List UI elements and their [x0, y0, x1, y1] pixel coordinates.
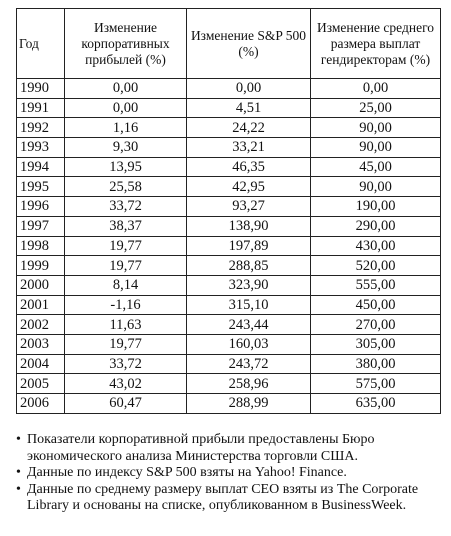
cell-sp500: 93,27: [187, 197, 311, 217]
cell-sp500: 46,35: [187, 157, 311, 177]
cell-year: 2003: [17, 334, 65, 354]
table-row: [17, 98, 441, 118]
cell-ceo-pay: 290,00: [311, 216, 441, 236]
table-row: [17, 354, 441, 374]
cell-ceo-pay: 25,00: [311, 98, 441, 118]
cell-ceo-pay: 45,00: [311, 157, 441, 177]
cell-sp500: 24,22: [187, 118, 311, 138]
header-corporate-profits: Изменение корпоративных прибылей (%): [65, 9, 187, 79]
header-ceo-pay: Изменение среднего размера выплат гендиректорам (%): [311, 9, 441, 79]
cell-ceo-pay: 0,00: [311, 79, 441, 99]
cell-corporate-profits: 25,58: [65, 177, 187, 197]
table-header-row: [17, 9, 441, 79]
cell-corporate-profits: 60,47: [65, 394, 187, 414]
table-row: [17, 118, 441, 138]
cell-sp500: 160,03: [187, 334, 311, 354]
table-row: [17, 79, 441, 99]
cell-corporate-profits: 0,00: [65, 79, 187, 99]
cell-ceo-pay: 190,00: [311, 197, 441, 217]
cell-ceo-pay: 575,00: [311, 374, 441, 394]
cell-sp500: 288,85: [187, 256, 311, 276]
cell-year: 2005: [17, 374, 65, 394]
cell-year: 1992: [17, 118, 65, 138]
cell-corporate-profits: 33,72: [65, 197, 187, 217]
cell-year: 1994: [17, 157, 65, 177]
table-row: [17, 157, 441, 177]
cell-sp500: 42,95: [187, 177, 311, 197]
table-row: [17, 334, 441, 354]
cell-sp500: 197,89: [187, 236, 311, 256]
cell-corporate-profits: 13,95: [65, 157, 187, 177]
table-row: [17, 138, 441, 158]
cell-sp500: 138,90: [187, 216, 311, 236]
cell-corporate-profits: 0,00: [65, 98, 187, 118]
cell-corporate-profits: 38,37: [65, 216, 187, 236]
table-row: [17, 177, 441, 197]
cell-sp500: 315,10: [187, 295, 311, 315]
cell-ceo-pay: 380,00: [311, 354, 441, 374]
data-table-container: [16, 8, 440, 414]
cell-ceo-pay: 90,00: [311, 177, 441, 197]
cell-year: 2004: [17, 354, 65, 374]
data-table: [16, 8, 441, 414]
cell-year: 1996: [17, 197, 65, 217]
cell-sp500: 258,96: [187, 374, 311, 394]
cell-corporate-profits: -1,16: [65, 295, 187, 315]
cell-year: 2002: [17, 315, 65, 335]
cell-corporate-profits: 19,77: [65, 256, 187, 276]
cell-corporate-profits: 11,63: [65, 315, 187, 335]
cell-year: 2006: [17, 394, 65, 414]
cell-ceo-pay: 270,00: [311, 315, 441, 335]
cell-ceo-pay: 520,00: [311, 256, 441, 276]
cell-year: 2001: [17, 295, 65, 315]
cell-ceo-pay: 430,00: [311, 236, 441, 256]
footnotes-list: [16, 432, 441, 515]
cell-corporate-profits: 8,14: [65, 275, 187, 295]
cell-ceo-pay: 90,00: [311, 138, 441, 158]
cell-ceo-pay: 305,00: [311, 334, 441, 354]
cell-year: 1998: [17, 236, 65, 256]
table-row: [17, 275, 441, 295]
table-row: [17, 256, 441, 276]
cell-year: 1999: [17, 256, 65, 276]
cell-corporate-profits: 19,77: [65, 236, 187, 256]
table-row: [17, 197, 441, 217]
cell-corporate-profits: 19,77: [65, 334, 187, 354]
cell-sp500: 33,21: [187, 138, 311, 158]
cell-ceo-pay: 635,00: [311, 394, 441, 414]
cell-ceo-pay: 90,00: [311, 118, 441, 138]
cell-sp500: 4,51: [187, 98, 311, 118]
cell-sp500: 323,90: [187, 275, 311, 295]
cell-year: 1991: [17, 98, 65, 118]
cell-year: 1993: [17, 138, 65, 158]
cell-sp500: 288,99: [187, 394, 311, 414]
cell-corporate-profits: 9,30: [65, 138, 187, 158]
table-row: [17, 394, 441, 414]
header-year: Год: [17, 9, 65, 79]
cell-sp500: 243,72: [187, 354, 311, 374]
footnote-item: • Показатели корпоративной прибыли предоставлены Бюро экономического анализа Министерства торговли США.: [16, 432, 441, 465]
cell-year: 1997: [17, 216, 65, 236]
table-row: [17, 216, 441, 236]
table-row: [17, 295, 441, 315]
cell-sp500: 243,44: [187, 315, 311, 335]
cell-ceo-pay: 450,00: [311, 295, 441, 315]
header-sp500: Изменение S&P 500 (%): [187, 9, 311, 79]
cell-corporate-profits: 1,16: [65, 118, 187, 138]
cell-year: 1995: [17, 177, 65, 197]
cell-corporate-profits: 43,02: [65, 374, 187, 394]
cell-corporate-profits: 33,72: [65, 354, 187, 374]
table-row: [17, 236, 441, 256]
table-row: [17, 315, 441, 335]
cell-ceo-pay: 555,00: [311, 275, 441, 295]
footnote-item: • Данные по среднему размеру выплат CEO взяты из The Corporate Library и основаны на списке, опубликованном в BusinessWeek.: [16, 482, 441, 515]
table-row: [17, 374, 441, 394]
table-body: [17, 79, 441, 414]
cell-year: 1990: [17, 79, 65, 99]
cell-year: 2000: [17, 275, 65, 295]
footnote-item: • Данные по индексу S&P 500 взяты на Yahoo! Finance.: [16, 465, 441, 482]
cell-sp500: 0,00: [187, 79, 311, 99]
